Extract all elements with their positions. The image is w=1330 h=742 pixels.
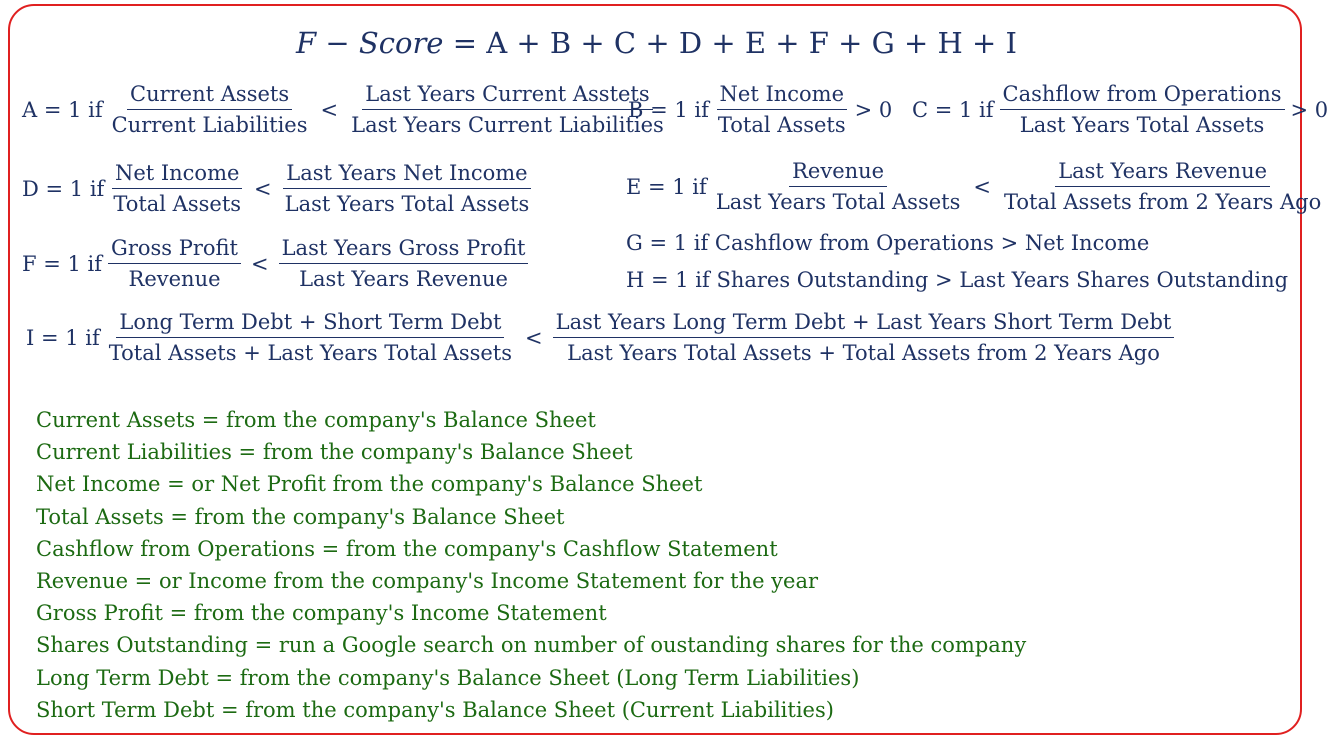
fscore-title	[0, 26, 1313, 60]
definition-item: Shares Outstanding = run a Google search on number of oustanding shares for the company	[36, 633, 1027, 658]
formula-i-denominator-1: Total Assets + Last Years Total Assets	[108, 341, 513, 365]
formula-f-denominator-2: Last Years Revenue	[299, 267, 508, 291]
formula-b-denominator: Total Assets	[717, 113, 846, 137]
definition-item: Revenue = or Income from the company's Income Statement for the year	[36, 568, 819, 593]
formula-g: G = 1 if Cashflow from Operations > Net Income	[626, 231, 1150, 255]
formula-i-numerator-2: Last Years Long Term Debt + Last Years Short Term Debt	[553, 310, 1175, 338]
formula-e-lead: E = 1 if	[626, 174, 707, 199]
formula-d-numerator-1: Net Income	[112, 161, 242, 189]
definition-item: Cashflow from Operations = from the company's Cashflow Statement	[36, 536, 778, 561]
formula-e-fraction-2	[1001, 159, 1324, 214]
formula-i-operator: <	[525, 325, 543, 350]
formula-d	[22, 161, 538, 216]
definition-item: Current Assets = from the company's Balance Sheet	[36, 408, 596, 432]
formula-f	[22, 236, 534, 291]
definition-item: Gross Profit = from the company's Income Statement	[36, 601, 607, 626]
formula-c-lead: C = 1 if	[912, 97, 994, 122]
formula-h: H = 1 if Shares Outstanding > Last Years Shares Outstanding	[626, 268, 1289, 292]
formula-f-lead: F = 1 if	[22, 251, 103, 276]
formula-b-lead: B = 1 if	[628, 97, 709, 122]
formula-f-operator: <	[251, 251, 269, 276]
formula-d-denominator-1: Total Assets	[113, 192, 242, 216]
formula-a-lead: A = 1 if	[22, 97, 103, 122]
formula-e-denominator-1: Last Years Total Assets	[715, 190, 961, 214]
formula-a-operator: <	[320, 97, 339, 122]
formula-a-denominator-2: Last Years Current Liabilities	[351, 113, 664, 137]
formula-b-condition: > 0	[854, 97, 893, 122]
formula-c-numerator: Cashflow from Operations	[1000, 82, 1285, 110]
definition-item: Long Term Debt = from the company's Balance Sheet (Long Term Liabilities)	[36, 665, 860, 690]
formula-e-numerator-2: Last Years Revenue	[1055, 159, 1270, 187]
formula-i-fraction-2	[553, 310, 1175, 365]
formula-c-fraction	[1000, 82, 1285, 137]
formula-d-lead: D = 1 if	[22, 176, 105, 201]
formula-f-numerator-1: Gross Profit	[108, 236, 241, 264]
formula-a	[22, 82, 673, 137]
formula-b	[628, 82, 892, 137]
formula-d-denominator-2: Last Years Total Assets	[284, 192, 530, 216]
formula-i-lead: I = 1 if	[26, 325, 100, 350]
definition-item: Net Income = or Net Profit from the company's Balance Sheet	[36, 472, 703, 497]
formula-i	[26, 310, 1180, 365]
formula-a-numerator-1: Current Assets	[127, 82, 292, 110]
formula-a-fraction-1	[109, 82, 311, 137]
formula-d-numerator-2: Last Years Net Income	[283, 161, 530, 189]
formula-a-denominator-1: Current Liabilities	[111, 113, 308, 137]
formula-i-denominator-2: Last Years Total Assets + Total Assets from 2 Years Ago	[567, 341, 1160, 365]
formula-i-fraction-1	[106, 310, 515, 365]
formula-f-numerator-2: Last Years Gross Profit	[279, 236, 529, 264]
fscore-rhs: = A + B + C + D + E + F + G + H + I	[452, 26, 1017, 60]
definition-item: Current Liabilities = from the company's Balance Sheet	[36, 440, 633, 465]
formula-b-numerator: Net Income	[717, 82, 847, 110]
formula-e-numerator-1: Revenue	[789, 159, 887, 187]
formula-i-numerator-1: Long Term Debt + Short Term Debt	[116, 310, 504, 338]
formula-f-denominator-1: Revenue	[128, 267, 221, 291]
formula-e-operator: <	[973, 174, 991, 199]
formula-a-fraction-2	[348, 82, 667, 137]
formula-e-fraction-1	[713, 159, 964, 214]
formula-e-denominator-2: Total Assets from 2 Years Ago	[1004, 190, 1322, 214]
formula-f-fraction-2	[279, 236, 529, 291]
formula-e	[626, 159, 1330, 214]
formula-a-numerator-2: Last Years Current Asstets	[362, 82, 652, 110]
formula-d-fraction-2	[282, 161, 533, 216]
formula-c-denominator: Last Years Total Assets	[1019, 113, 1265, 137]
formula-d-fraction-1	[110, 161, 244, 216]
formula-c-condition: > 0	[1290, 97, 1329, 122]
formula-f-fraction-1	[108, 236, 241, 291]
formula-b-fraction	[715, 82, 849, 137]
definition-item: Total Assets = from the company's Balance Sheet	[36, 504, 565, 529]
fscore-lhs: F − Score	[296, 26, 444, 60]
formula-c	[912, 82, 1328, 137]
definition-item: Short Term Debt = from the company's Balance Sheet (Current Liabilities)	[36, 697, 834, 722]
formula-d-operator: <	[254, 176, 272, 201]
definitions-list	[36, 404, 1026, 726]
